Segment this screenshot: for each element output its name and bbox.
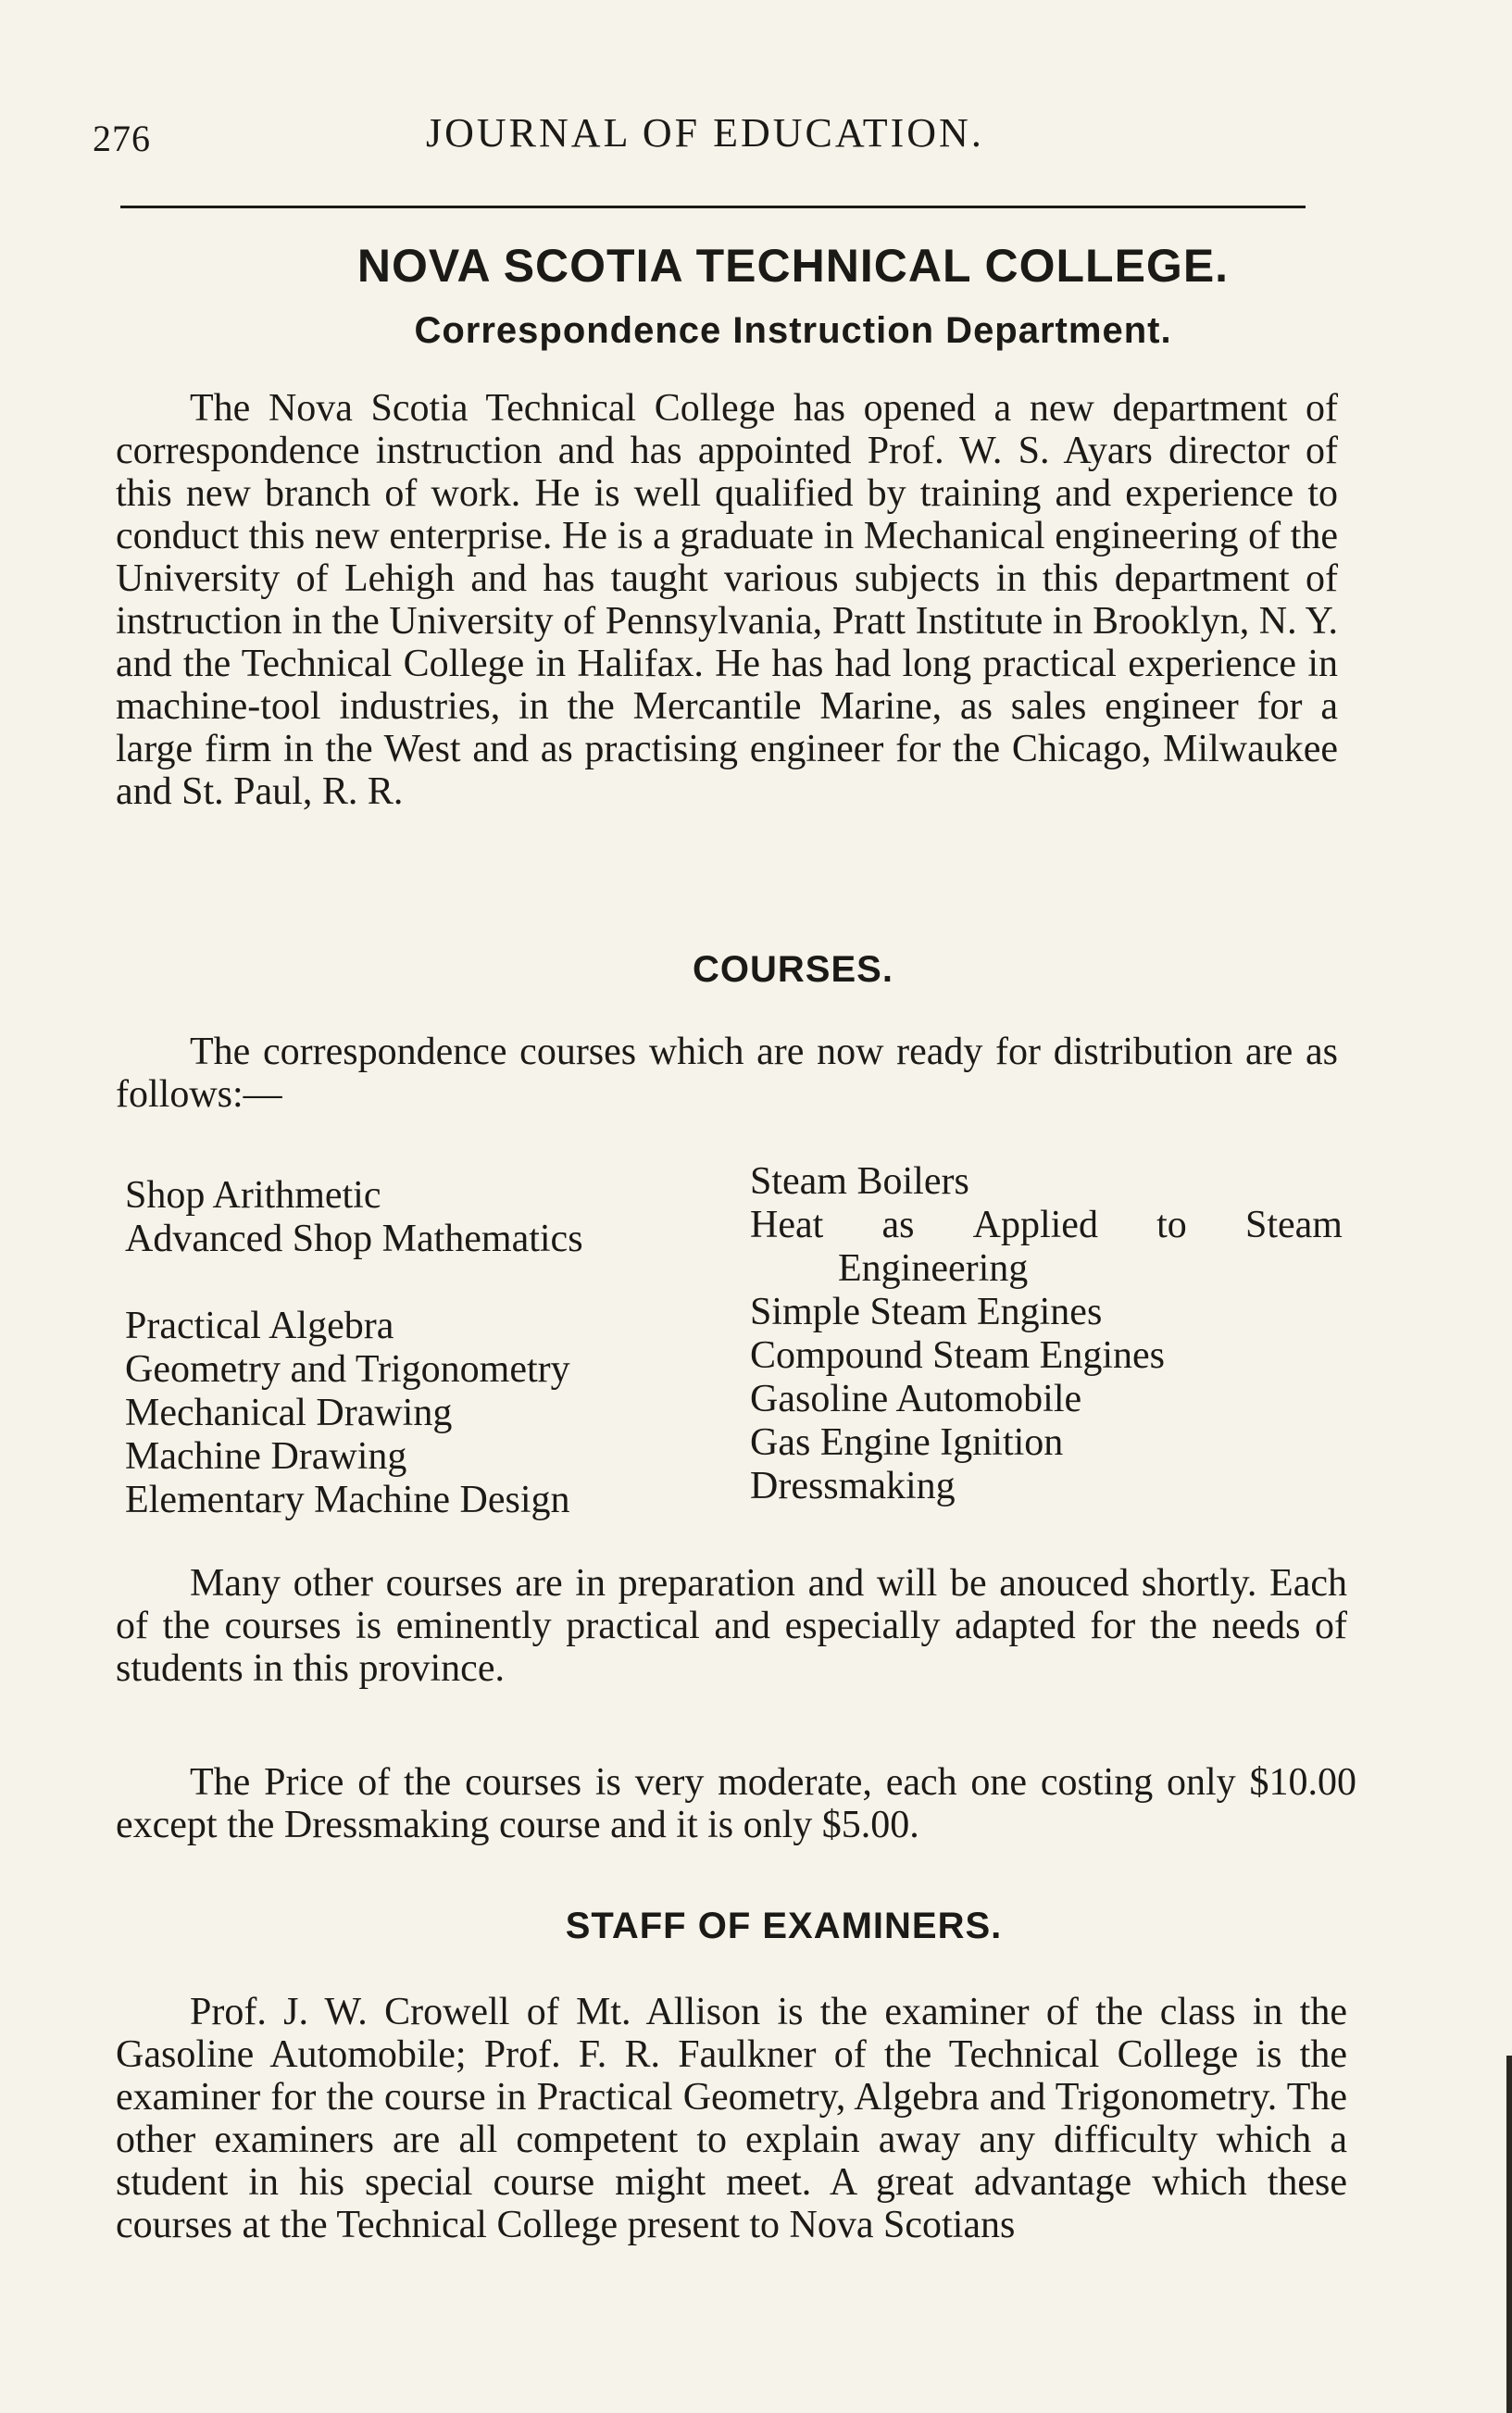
- page-number: 276: [93, 118, 151, 159]
- page-edge-mark: [1506, 2056, 1512, 2413]
- course-item: Shop Arithmetic: [125, 1174, 381, 1217]
- course-word: Steam: [1244, 1204, 1343, 1246]
- course-list-right: [750, 1160, 1352, 1508]
- course-word: to: [1156, 1204, 1187, 1246]
- course-list-left: [125, 1174, 718, 1522]
- running-head: JOURNAL OF EDUCATION.: [426, 110, 984, 156]
- header-rule: [120, 206, 1306, 208]
- price-paragraph: The Price of the courses is very moderate, each one costing only $10.00 except the Dressmaking course and it is only $5.00.: [116, 1761, 1356, 1846]
- staff-heading: STAFF OF EXAMINERS.: [565, 1906, 1003, 1946]
- intro-paragraph: The Nova Scotia Technical College has opened a new department of correspondence instruction and has appointed Prof. W. S. Ayars director of this new branch of work. He is well qualified by training and experience to conduct this new enterprise. He is a graduate in Mechanical engineering of the University of Lehigh and has taught various subjects in this department of instruction in the University of Pennsylvania, Pratt Institute in Brooklyn, N. Y. and the Technical College in Halifax. He has had long practical experience in machine-tool industries, in the Mercantile Marine, as sales engineer for a large firm in the West and as practising engineer for the Chicago, Milwaukee and St. Paul, R. R.: [116, 387, 1338, 813]
- course-item: Machine Drawing: [125, 1435, 407, 1478]
- course-item: Geometry and Trigonometry: [125, 1348, 570, 1391]
- examiners-paragraph: Prof. J. W. Crowell of Mt. Allison is the examiner of the class in the Gasoline Automobile; Prof. F. R. Faulkner of the Technical College is the examiner for the course in Practical Geometry, Algebra and Trigonometry. The other examiners are all competent to explain away any difficulty which a student in his special course might meet. A great advantage which these courses at the Technical College present to Nova Scotians: [116, 1991, 1347, 2246]
- course-word: Heat: [750, 1204, 824, 1246]
- course-item: Advanced Shop Mathematics: [125, 1218, 583, 1260]
- course-item-continuation: Engineering: [838, 1247, 1029, 1290]
- course-word: Applied: [972, 1204, 1098, 1246]
- article-subtitle: Correspondence Instruction Department.: [414, 310, 1172, 351]
- course-item: Steam Boilers: [750, 1160, 969, 1203]
- course-item: Elementary Machine Design: [125, 1479, 570, 1521]
- course-item: Practical Algebra: [125, 1305, 394, 1347]
- course-item: Mechanical Drawing: [125, 1392, 453, 1434]
- article-title: NOVA SCOTIA TECHNICAL COLLEGE.: [356, 240, 1230, 292]
- course-item: Dressmaking: [750, 1465, 956, 1507]
- course-list-gap: [125, 1261, 718, 1305]
- course-item-heat: [750, 1204, 1343, 1247]
- course-item: Simple Steam Engines: [750, 1291, 1103, 1333]
- courses-intro-paragraph: The correspondence courses which are now ready for distribution are as follows:—: [116, 1031, 1338, 1116]
- course-item: Gas Engine Ignition: [750, 1421, 1064, 1464]
- course-item: Gasoline Automobile: [750, 1378, 1082, 1420]
- courses-heading: COURSES.: [693, 949, 893, 990]
- course-word: as: [881, 1204, 915, 1246]
- course-item: Compound Steam Engines: [750, 1334, 1165, 1377]
- page-header: [93, 104, 1306, 169]
- other-courses-paragraph: Many other courses are in preparation and will be anouced shortly. Each of the courses is eminently practical and especially adapted for the needs of students in this province.: [116, 1562, 1347, 1690]
